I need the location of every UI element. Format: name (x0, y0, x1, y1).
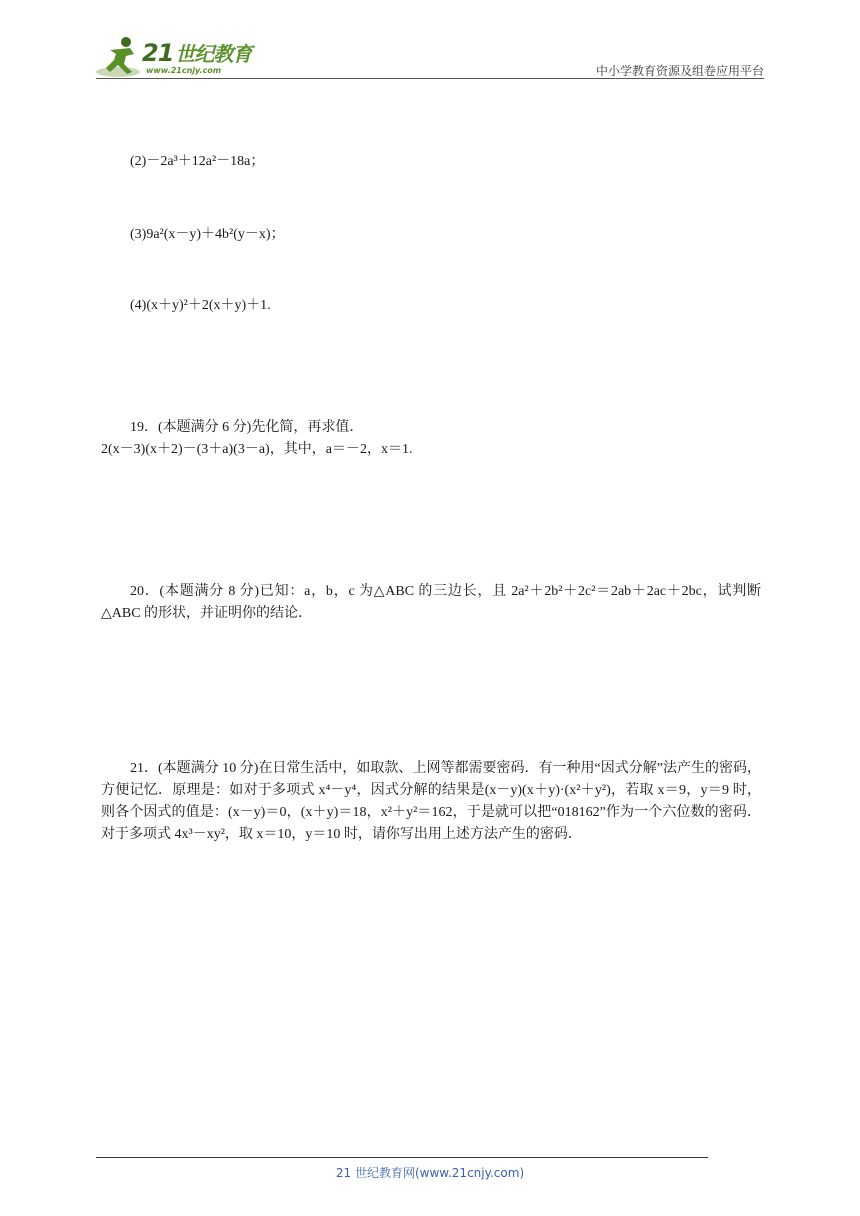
q18-part-3: (3)9a²(x－y)＋4b²(y－x)； (130, 227, 285, 242)
logo-url: www.21cnjy.com (146, 66, 222, 75)
header-platform-name: 中小学教育资源及组卷应用平台 (595, 64, 764, 78)
footer-divider (96, 1157, 708, 1158)
q19-title: 19．(本题满分 6 分)先化简，再求值． (130, 420, 364, 435)
site-logo (96, 34, 266, 82)
q19-expression: 2(x－3)(x＋2)－(3＋a)(3－a)，其中，a＝－2，x＝1. (101, 442, 413, 457)
q18-part-4: (4)(x＋y)²＋2(x＋y)＋1. (130, 298, 271, 313)
logo-title: 21 世纪教育 (142, 39, 252, 67)
footer-source: 21 世纪教育网(www.21cnjy.com) (335, 1166, 525, 1180)
q20-text: 20．(本题满分 8 分)已知：a，b，c 为△ABC 的三边长，且 2a²＋2b²＋2c²＝2ab＋2ac＋2bc，试判断△ABC 的形状，并证明你的结论． (101, 584, 761, 621)
q21-text: 21．(本题满分 10 分)在日常生活中，如取款、上网等都需要密码．有一种用“因式分解”法产生的密码，方便记忆．原理是：如对于多项式 x⁴－y⁴，因式分解的结果是(x－y)(x＋y)·(x²＋y²)，若取 x＝9，y＝9 时，则各个因式的值是：(x－y)＝0，(x＋y)＝18，x²＋y²＝162，于是就可以把“018162”作为一个六位数的密码．对于多项式 4x³－xy²，取 x＝10，y＝10 时，请你写出用上述方法产生的密码． (101, 761, 761, 842)
header-divider (96, 78, 764, 79)
q18-part-2: (2)－2a³＋12a²－18a； (130, 154, 265, 169)
runner-logo-icon (96, 34, 146, 80)
